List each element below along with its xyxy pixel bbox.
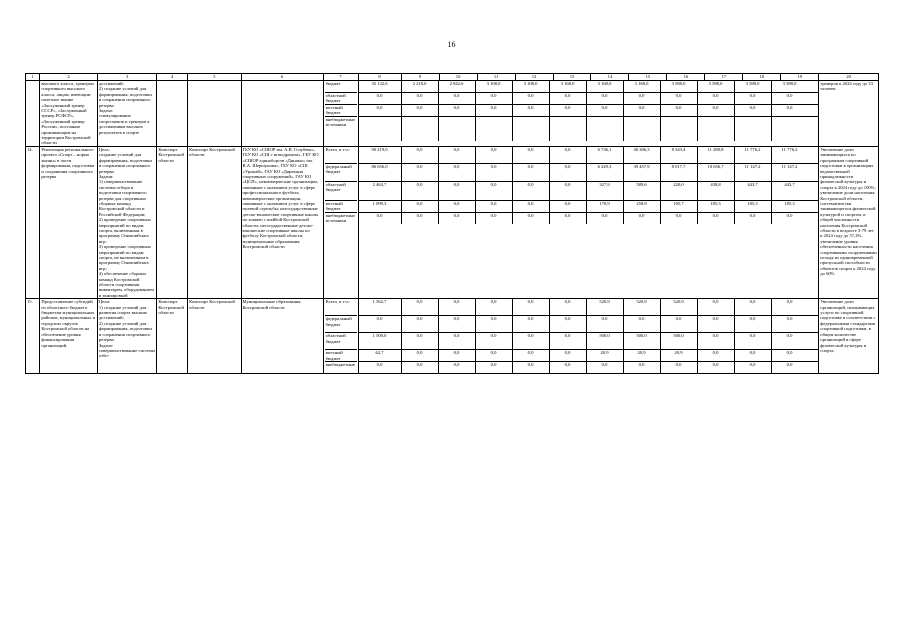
value-cell: 0,0 bbox=[438, 350, 475, 361]
value-cell: 0,0 bbox=[660, 105, 697, 116]
value-cell: 1 099,3 bbox=[372, 200, 387, 206]
cell-participants: Муниципальные образования Костромской области bbox=[241, 299, 323, 374]
cell-result: Увеличение доли занимающихся по программам спортивной подготовки в организациях ведомственной принадлежности физической культуры и спорта к 2024 году до 100%; увеличение доли населения Костромской области, систематически занимающегося физической культурой и спортом, в общей численности населения Костромской области в возрасте 3-79 лет к 2024 году до 57,2%; увеличение уровня обеспеченности населения спортивными сооружениями исходя из единовременной пропускной способности объектов спорта к 2024 году до 60% bbox=[819, 146, 879, 298]
value-cell: 500,0 bbox=[623, 333, 660, 349]
source-label: местный бюджет bbox=[325, 200, 357, 212]
value-cell: 0,0 bbox=[475, 333, 512, 349]
header-row bbox=[26, 74, 879, 81]
value-cell: 0,0 bbox=[549, 182, 586, 200]
value-cell: 0,0 bbox=[401, 182, 438, 200]
value-cell: 2 842,6 bbox=[438, 81, 475, 92]
value-cell: 0,0 bbox=[771, 350, 808, 361]
page-number: 16 bbox=[447, 40, 456, 49]
value-row bbox=[359, 163, 819, 181]
value-cell: 0,0 bbox=[475, 147, 512, 163]
header-col-5: 5 bbox=[188, 74, 241, 81]
header-col-9: 9 bbox=[401, 74, 439, 81]
cell-sources bbox=[323, 299, 358, 374]
value-cell: 0,0 bbox=[549, 333, 586, 349]
header-col-11: 11 bbox=[477, 74, 515, 81]
source-label: Всего, в т.ч.: bbox=[325, 146, 351, 152]
value-cell: 40 306,3 bbox=[623, 147, 660, 163]
value-row bbox=[359, 361, 819, 373]
value-cell: 0,0 bbox=[734, 362, 771, 373]
value-cell: 0,0 bbox=[376, 105, 383, 110]
header-col-7: 7 bbox=[323, 74, 358, 81]
value-cell: 0,0 bbox=[512, 147, 549, 163]
value-cell: 3 588,0 bbox=[771, 81, 808, 92]
value-cell: 11 776,2 bbox=[734, 147, 771, 163]
header-col-17: 17 bbox=[705, 74, 743, 81]
value-cell: 0,0 bbox=[512, 316, 549, 332]
value-cell: 0,0 bbox=[512, 201, 549, 212]
value-cell: 0,0 bbox=[475, 362, 512, 373]
source-label: Всего, в т.ч.: bbox=[325, 299, 351, 305]
cell-name: Предоставление субсидий из областного бюджета бюджетам муниципальных районов, муниципальных и городских округов Костромской области на обеспечение уровня финансирования организаций, bbox=[40, 299, 97, 374]
value-cell: 0,0 bbox=[376, 212, 383, 218]
cell-goal: Цели: 1) создание условий для развития спорта высших достижений; 2) создание условий для формирования, подготовки и сохранения спортивного резерва. Задача: совершенствование системы отбо- bbox=[97, 299, 157, 374]
source-label: федеральный бюджет bbox=[325, 315, 357, 332]
value-cell: 589,6 bbox=[623, 182, 660, 200]
value-cell: 3 168,0 bbox=[586, 81, 623, 92]
value-cell: 0,0 bbox=[697, 333, 734, 349]
value-cell: 185,3 bbox=[734, 201, 771, 212]
value-cell: 0,0 bbox=[438, 213, 475, 224]
value-cell: 0,0 bbox=[623, 362, 660, 373]
cell-values bbox=[358, 146, 819, 298]
value-cell: 438,8 bbox=[697, 182, 734, 200]
value-cell: 3 588,0 bbox=[734, 81, 771, 92]
source-label: местный бюджет bbox=[325, 349, 357, 361]
value-cell: 6 229,3 bbox=[586, 164, 623, 181]
value-cell: 20,9 bbox=[586, 350, 623, 361]
value-cell: 0,0 bbox=[401, 147, 438, 163]
value-cell: 0,0 bbox=[475, 201, 512, 212]
value-cell: 0,0 bbox=[475, 93, 512, 104]
value-cell: 0,0 bbox=[697, 316, 734, 332]
value-cell: 2 463,7 bbox=[372, 181, 387, 187]
cell-num bbox=[26, 81, 40, 147]
value-row bbox=[359, 212, 819, 224]
value-cell: 0,0 bbox=[734, 333, 771, 349]
value-cell: 0,0 bbox=[376, 316, 383, 322]
value-row bbox=[359, 315, 819, 332]
value-cell: 0,0 bbox=[475, 316, 512, 332]
value-cell: 0,0 bbox=[771, 213, 808, 224]
cell-result: Увеличение доли организаций, оказывающих услуги по спортивной подготовке в соответствии с федеральными стандартами спортивной подготовки, в общем количестве организаций в сфере физической культуры и спорта, bbox=[819, 299, 879, 374]
value-cell: 0,0 bbox=[549, 316, 586, 332]
value-cell: 0,0 bbox=[549, 350, 586, 361]
value-cell: 3 108,0 bbox=[475, 81, 512, 92]
value-cell: 3 108,0 bbox=[512, 81, 549, 92]
value-cell: 0,0 bbox=[438, 362, 475, 373]
value-cell: 11 147,2 bbox=[734, 164, 771, 181]
value-cell: 0,0 bbox=[771, 93, 808, 104]
value-cell bbox=[401, 117, 438, 141]
cell-sources bbox=[323, 81, 358, 147]
value-cell: 0,0 bbox=[771, 362, 808, 373]
cell-sources bbox=[323, 146, 358, 298]
value-cell: 0,0 bbox=[586, 93, 623, 104]
source-label: местный бюджет bbox=[325, 104, 357, 116]
value-row bbox=[359, 332, 819, 349]
cell-coexec: Комспорт Костромской области bbox=[157, 146, 188, 298]
value-cell: 0,0 bbox=[586, 213, 623, 224]
value-cell: 1 500,0 bbox=[372, 333, 387, 339]
value-cell: 8 343,4 bbox=[660, 147, 697, 163]
value-cell: 0,0 bbox=[586, 105, 623, 116]
value-cell: 0,0 bbox=[623, 105, 660, 116]
value-cell: 0,0 bbox=[697, 93, 734, 104]
source-label: областной бюджет bbox=[325, 332, 357, 349]
value-cell: 0,0 bbox=[549, 147, 586, 163]
value-row bbox=[359, 116, 819, 141]
value-cell: 0,0 bbox=[512, 299, 549, 315]
value-cell: 0,0 bbox=[734, 350, 771, 361]
value-cell: 3 168,0 bbox=[549, 81, 586, 92]
value-cell: 0,0 bbox=[623, 316, 660, 332]
value-row bbox=[359, 92, 819, 104]
value-cell: 0,0 bbox=[438, 299, 475, 315]
value-cell: 0,0 bbox=[512, 362, 549, 373]
value-cell: 0,0 bbox=[697, 362, 734, 373]
value-cell: 0,0 bbox=[549, 362, 586, 373]
value-cell bbox=[697, 117, 734, 141]
value-cell: 0,0 bbox=[376, 362, 383, 368]
header-col-2: 2 bbox=[40, 74, 97, 81]
value-cell: 0,0 bbox=[401, 93, 438, 104]
value-cell: 0,0 bbox=[734, 105, 771, 116]
value-cell: 0,0 bbox=[475, 182, 512, 200]
value-cell: 327,9 bbox=[586, 182, 623, 200]
value-row bbox=[359, 299, 819, 315]
value-cell: 0,0 bbox=[512, 350, 549, 361]
value-cell: 0,0 bbox=[438, 333, 475, 349]
table-row-15 bbox=[26, 299, 879, 374]
source-label: внебюджетные источники bbox=[325, 212, 355, 224]
value-row bbox=[359, 147, 819, 163]
value-cell: 0,0 bbox=[512, 333, 549, 349]
value-cell: 6 736,1 bbox=[586, 147, 623, 163]
value-cell: 0,0 bbox=[438, 201, 475, 212]
value-cell: 0,0 bbox=[697, 299, 734, 315]
value-cell: 0,0 bbox=[475, 164, 512, 181]
value-cell: 3 588,0 bbox=[660, 81, 697, 92]
cell-name: Реализация регионального проекта «Спорт – норма жизни» в части формирования, подготовки и сохранения спортивного резерва bbox=[40, 146, 97, 298]
header-col-8: 8 bbox=[358, 74, 401, 81]
value-cell: 258,8 bbox=[623, 201, 660, 212]
cell-num: 15. bbox=[26, 299, 40, 374]
cell-participants: ГБУ КО «СШОР им. А.В. Голубева», ГБУ КО «СШ с ипподромом», ГБУ КО «СШОР единоборств «Динамо» им. В.А. Шершунова», ГБУ КО «СШ «Урожай», ГАУ КО «Дирекция спортивных сооружений», ГАУ КО «ЦСП», некоммерческие организации, связанные с оказанием услуг в сфере профессионального футбола, некоммерческие организации, связанные с оказанием услуг в сфере пулевой стрельбы; негосударственные детско-юношеские спортивные школы по хоккею с шайбой Костромской области; негосударственные детско-юношеские спортивные школы по футболу Костромской области, муниципальные образования Костромской области bbox=[241, 146, 323, 298]
value-cell bbox=[623, 117, 660, 141]
value-cell: 500,0 bbox=[660, 333, 697, 349]
value-cell: 90 219,0 bbox=[371, 146, 388, 152]
value-row bbox=[359, 81, 819, 92]
value-cell: 0,0 bbox=[734, 93, 771, 104]
value-cell: 0,0 bbox=[401, 201, 438, 212]
value-cell: 0,0 bbox=[697, 213, 734, 224]
value-cell: 0,0 bbox=[475, 213, 512, 224]
cell-exec bbox=[188, 81, 241, 147]
value-cell: 500,0 bbox=[586, 333, 623, 349]
header-col-19: 19 bbox=[781, 74, 819, 81]
value-cell: 0,0 bbox=[475, 350, 512, 361]
value-cell: 0,0 bbox=[697, 350, 734, 361]
value-cell: 3 588,0 bbox=[697, 81, 734, 92]
value-cell: 10 656,7 bbox=[697, 164, 734, 181]
header-col-12: 12 bbox=[515, 74, 553, 81]
cell-exec: Комспорт Костромской области bbox=[188, 146, 241, 298]
value-cell: 0,0 bbox=[697, 105, 734, 116]
value-cell: 0,0 bbox=[771, 333, 808, 349]
cell-name: высокого класса, тренерам спортивного высокого класса, лицам, имеющим почетное звание «Заслуженный тренер СССР», «Заслуженный тренер РСФСР», «Заслуженный тренер России», постоянно проживающим на территории Костромской области bbox=[40, 81, 97, 147]
value-cell: 62,7 bbox=[375, 350, 384, 356]
value-cell: 0,0 bbox=[734, 316, 771, 332]
value-cell bbox=[438, 117, 475, 141]
value-cell: 178,9 bbox=[586, 201, 623, 212]
value-cell: 0,0 bbox=[512, 213, 549, 224]
source-label: областной бюджет bbox=[325, 181, 357, 200]
value-cell: 0,0 bbox=[401, 362, 438, 373]
cell-result: тренеров к 2024 году до 33 человек bbox=[819, 81, 879, 147]
value-cell: 0,0 bbox=[438, 147, 475, 163]
value-cell: 220,0 bbox=[660, 182, 697, 200]
value-cell: 86 656,0 bbox=[371, 163, 388, 169]
value-cell: 0,0 bbox=[438, 164, 475, 181]
cell-coexec: Комспорт Костромской области bbox=[157, 299, 188, 374]
value-cell: 0,0 bbox=[549, 93, 586, 104]
value-cell: 0,0 bbox=[475, 299, 512, 315]
value-row bbox=[359, 181, 819, 200]
value-cell: 0,0 bbox=[438, 105, 475, 116]
value-cell: 0,0 bbox=[623, 213, 660, 224]
value-cell: 2 218,0 bbox=[401, 81, 438, 92]
cell-participants bbox=[241, 81, 323, 147]
header-col-3: 3 bbox=[97, 74, 157, 81]
value-cell: 0,0 bbox=[660, 93, 697, 104]
value-cell: 0,0 bbox=[549, 201, 586, 212]
header-col-6: 6 bbox=[241, 74, 323, 81]
value-cell: 0,0 bbox=[475, 105, 512, 116]
value-cell: 20,9 bbox=[623, 350, 660, 361]
cell-exec: Комспорт Костромской области bbox=[188, 299, 241, 374]
value-cell: 8 017,7 bbox=[660, 164, 697, 181]
cell-coexec bbox=[157, 81, 188, 147]
cell-values bbox=[358, 81, 819, 147]
cell-goal: достижений; 2) создание условий для формирования, подготовки и сохранения спортивного резерва. Задача: стимулирование спортсменов и тренеров к достижениям высоких результатов в спорте bbox=[97, 81, 157, 147]
value-cell: 0,0 bbox=[401, 333, 438, 349]
value-cell: 39 457,9 bbox=[623, 164, 660, 181]
value-cell: 0,0 bbox=[438, 316, 475, 332]
cell-values bbox=[358, 299, 819, 374]
value-cell: 0,0 bbox=[512, 182, 549, 200]
value-cell bbox=[512, 117, 549, 141]
value-cell: 3 168,0 bbox=[623, 81, 660, 92]
value-cell: 0,0 bbox=[771, 316, 808, 332]
header-col-13: 13 bbox=[553, 74, 591, 81]
header-col-10: 10 bbox=[439, 74, 477, 81]
header-col-20: 20 bbox=[819, 74, 879, 81]
value-cell: 0,0 bbox=[549, 213, 586, 224]
value-cell: 0,0 bbox=[771, 105, 808, 116]
value-row bbox=[359, 104, 819, 116]
value-cell: 0,0 bbox=[401, 350, 438, 361]
value-cell: 0,0 bbox=[771, 299, 808, 315]
value-cell bbox=[475, 117, 512, 141]
value-cell: 0,0 bbox=[512, 93, 549, 104]
value-cell: 0,0 bbox=[549, 164, 586, 181]
program-table bbox=[25, 73, 879, 374]
header-col-4: 4 bbox=[157, 74, 188, 81]
cell-num: 14. bbox=[26, 146, 40, 298]
value-cell bbox=[586, 117, 623, 141]
value-cell: 0,0 bbox=[401, 164, 438, 181]
value-cell: 20,9 bbox=[660, 350, 697, 361]
value-cell: 35 132,6 bbox=[371, 81, 388, 86]
value-cell: 0,0 bbox=[401, 299, 438, 315]
value-cell: 0,0 bbox=[376, 93, 383, 98]
value-cell: 0,0 bbox=[660, 316, 697, 332]
value-cell bbox=[734, 117, 771, 141]
value-cell: 11 147,2 bbox=[771, 164, 808, 181]
table-row-14 bbox=[26, 146, 879, 298]
header-col-16: 16 bbox=[667, 74, 705, 81]
value-cell: 185,3 bbox=[771, 201, 808, 212]
source-label: внебюджетные bbox=[325, 361, 357, 373]
source-label: бюджет bbox=[325, 81, 341, 86]
value-cell: 185,3 bbox=[697, 201, 734, 212]
table-row-continuation bbox=[26, 81, 879, 147]
value-cell: 11 280,8 bbox=[697, 147, 734, 163]
value-cell: 0,0 bbox=[401, 316, 438, 332]
value-cell bbox=[359, 117, 401, 141]
value-cell: 105,7 bbox=[660, 201, 697, 212]
source-label: федеральный бюджет bbox=[325, 163, 357, 181]
header-col-18: 18 bbox=[743, 74, 781, 81]
value-cell: 443,7 bbox=[771, 182, 808, 200]
value-cell: 0,0 bbox=[401, 105, 438, 116]
cell-goal: Цель: создание условий для формирования, подготовки и сохранения спортивного резерва. Задачи: 1) совершенствование системы отбора и подготовки спортивного резерва для спортивных сборных команд Костромской области и Российской Федерации; 2) проведение спортивных мероприятий по видам спорта, включенным в программу Олимпийских игр; 3) проведение спортивных мероприятий по видам спорта, не включенным в программу Олимпийских игр; 4) обеспечение сборных команд Костромской области спортивным инвентарем, оборудованием и экипировкой bbox=[97, 146, 157, 298]
header-col-14: 14 bbox=[591, 74, 629, 81]
value-cell bbox=[771, 117, 808, 141]
value-cell bbox=[549, 117, 586, 141]
value-cell: 0,0 bbox=[401, 213, 438, 224]
value-cell: 0,0 bbox=[438, 182, 475, 200]
value-cell: 0,0 bbox=[586, 316, 623, 332]
value-cell: 1 562,7 bbox=[372, 299, 387, 305]
value-row bbox=[359, 200, 819, 212]
value-cell: 11 776,2 bbox=[771, 147, 808, 163]
source-label: внебюджетные источники bbox=[325, 116, 357, 141]
header-col-1: 1 bbox=[26, 74, 40, 81]
value-cell: 520,9 bbox=[660, 299, 697, 315]
value-cell: 0,0 bbox=[660, 362, 697, 373]
value-cell: 0,0 bbox=[623, 93, 660, 104]
value-cell: 443,7 bbox=[734, 182, 771, 200]
value-cell: 0,0 bbox=[734, 213, 771, 224]
value-cell: 0,0 bbox=[438, 93, 475, 104]
header-col-15: 15 bbox=[629, 74, 667, 81]
value-cell: 0,0 bbox=[734, 299, 771, 315]
value-cell: 0,0 bbox=[512, 164, 549, 181]
value-cell: 520,9 bbox=[586, 299, 623, 315]
value-row bbox=[359, 349, 819, 361]
value-cell: 0,0 bbox=[586, 362, 623, 373]
value-cell: 0,0 bbox=[660, 213, 697, 224]
value-cell: 0,0 bbox=[512, 105, 549, 116]
value-cell: 0,0 bbox=[549, 299, 586, 315]
source-label: областной бюджет bbox=[325, 92, 357, 104]
value-cell: 520,9 bbox=[623, 299, 660, 315]
value-cell bbox=[660, 117, 697, 141]
value-cell: 0,0 bbox=[549, 105, 586, 116]
